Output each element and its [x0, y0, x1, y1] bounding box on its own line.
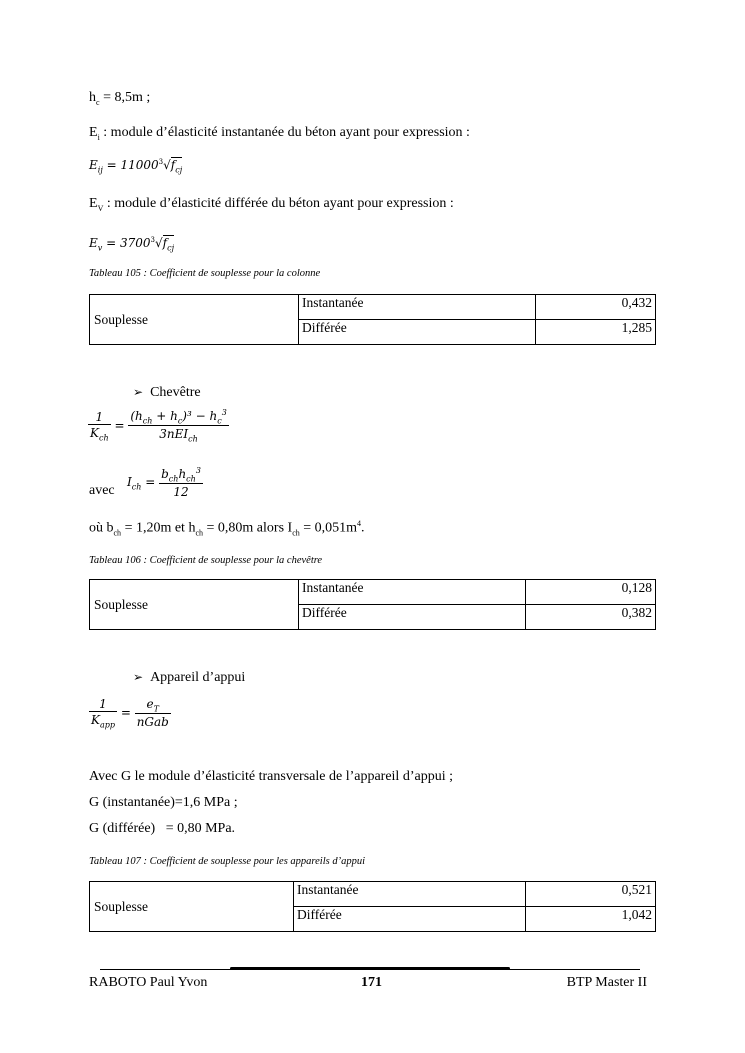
ev-formula: $E_v = 3700^3√f_{cj}$	[89, 236, 175, 253]
row-value: 0,128	[526, 580, 656, 605]
row-type: Différée	[299, 605, 526, 630]
g-differee: G (différée) = 0,80 MPa.	[89, 821, 236, 836]
chevetre-flexibility-formula: $\frac{1}{K_{ch}}$ = $\frac{(h_{ch} + h_c)^3 - h_c^3}{3nEI_{ch}}$	[90, 408, 227, 444]
row-type: Différée	[299, 320, 536, 345]
avec-label: avec	[89, 483, 115, 498]
ei-description: $E_i$ : module d’élasticité instantanée du béton ayant pour expression :	[89, 125, 470, 142]
row-value: 0,521	[526, 882, 656, 907]
souplesse-label: Souplesse	[90, 882, 294, 932]
row-type: Instantanée	[294, 882, 526, 907]
souplesse-label: Souplesse	[90, 295, 299, 345]
inertia-formula: $I_{ch}$ = $\frac{b_{ch}h_{ch}^3}{12}$	[127, 466, 201, 500]
arrow-bullet-icon: ➢	[133, 385, 144, 399]
footer-author: RABOTO Paul Yvon	[89, 975, 208, 990]
row-type: Différée	[294, 907, 526, 932]
table-106	[89, 579, 656, 630]
table-105-caption: Tableau 105 : Coefficient de souplesse pour la colonne	[89, 268, 321, 279]
table-105	[89, 294, 656, 345]
appareil-flexibility-formula: $\frac{1}{K_{app}}$ = $\frac{e_T}{\text{nGab}}$	[91, 697, 169, 730]
table-107-caption: Tableau 107 : Coefficient de souplesse pour les appareils d’appui	[89, 856, 365, 867]
row-value: 1,042	[526, 907, 656, 932]
row-type: Instantanée	[299, 295, 536, 320]
g-description: Avec G le module d’élasticité transversale de l’appareil d’appui ;	[89, 769, 453, 784]
footer-rule-thick	[230, 967, 510, 970]
hc-line: $h_c = 8,5m$ ;	[89, 90, 151, 107]
eij-formula: $E_{ij} = 11000^3√f_{cj}$	[89, 158, 183, 175]
chevetre-heading: ➢ Chevêtre	[133, 385, 201, 400]
row-value: 1,285	[536, 320, 656, 345]
table-row	[90, 580, 656, 605]
table-107	[89, 881, 656, 932]
arrow-bullet-icon: ➢	[133, 670, 144, 684]
table-row	[90, 295, 656, 320]
footer-program: BTP Master II	[566, 975, 647, 990]
row-value: 0,432	[536, 295, 656, 320]
souplesse-label: Souplesse	[90, 580, 299, 630]
g-instantanee: G (instantanée)=1,6 MPa ;	[89, 795, 238, 810]
chevetre-values: où $b_{ch} = 1,20m$ et $h_{ch} = 0,80m$ alors $I_{ch} = 0,051m^4$.	[89, 519, 365, 538]
appareil-heading: ➢ Appareil d’appui	[133, 670, 246, 685]
ev-description: $E_V$ : module d’élasticité différée du béton ayant pour expression :	[89, 196, 454, 213]
row-type: Instantanée	[299, 580, 526, 605]
page-number: 171	[361, 975, 382, 990]
table-row	[90, 882, 656, 907]
row-value: 0,382	[526, 605, 656, 630]
table-106-caption: Tableau 106 : Coefficient de souplesse pour la chevêtre	[89, 555, 323, 566]
